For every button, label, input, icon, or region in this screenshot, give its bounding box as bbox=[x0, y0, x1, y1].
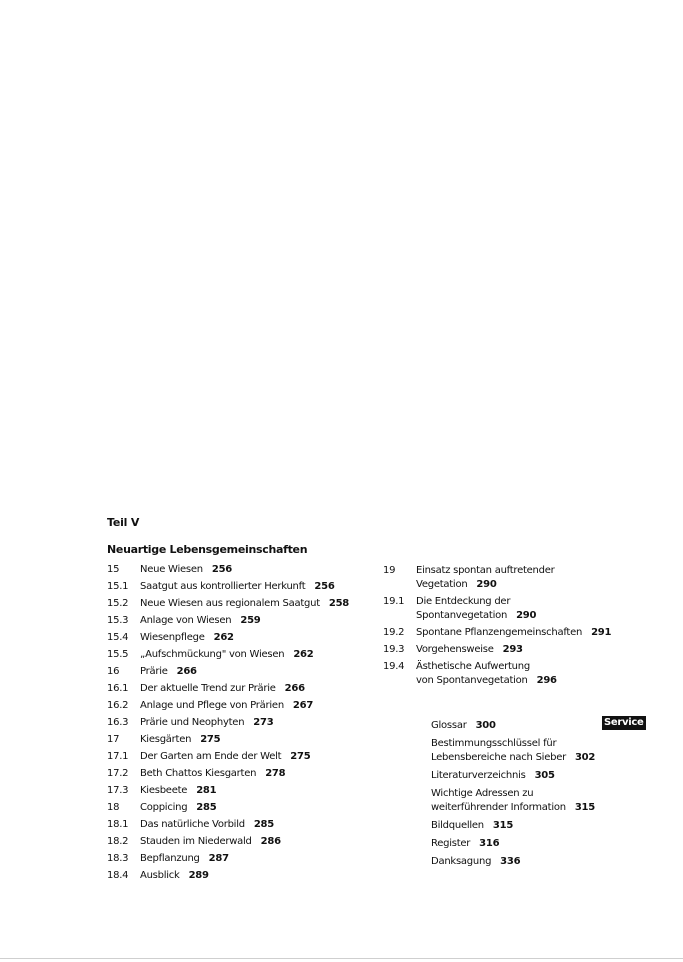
service-entry bbox=[431, 769, 671, 783]
chapter-number: 17.2 bbox=[107, 768, 129, 779]
chapter-number: 18 bbox=[107, 802, 120, 813]
chapter-title: Anlage von Wiesen bbox=[140, 615, 232, 626]
toc-entry bbox=[107, 784, 377, 801]
page-number: 296 bbox=[536, 675, 557, 686]
page-number: 315 bbox=[492, 820, 514, 831]
chapter-number: 19.2 bbox=[383, 627, 405, 638]
chapter-title-line: Einsatz spontan auftretender bbox=[416, 565, 555, 576]
service-title-line: Wichtige Adressen zu bbox=[431, 788, 534, 799]
page-number: 275 bbox=[200, 734, 221, 745]
chapter-title: Der Garten am Ende der Welt bbox=[140, 751, 282, 762]
chapter-title: Wiesenpflege bbox=[140, 632, 205, 643]
page-number: 300 bbox=[475, 720, 496, 731]
service-badge: Service bbox=[602, 716, 646, 730]
chapter-title: Spontane Pflanzengemeinschaften bbox=[416, 627, 583, 638]
page-number: 316 bbox=[479, 838, 500, 849]
toc-entry bbox=[107, 699, 377, 716]
chapter-title: Coppicing bbox=[140, 802, 188, 813]
chapter-title: Neue Wiesen bbox=[140, 564, 203, 575]
service-title: Literaturverzeichnis bbox=[431, 770, 526, 781]
chapter-title: Bepflanzung bbox=[140, 853, 200, 864]
chapter-number: 18.4 bbox=[107, 870, 129, 881]
toc-entry bbox=[383, 595, 663, 623]
page-number: 281 bbox=[196, 785, 217, 796]
page-number: 266 bbox=[284, 683, 305, 694]
chapter-title-line: Die Entdeckung der bbox=[416, 596, 511, 607]
chapter-title: „Aufschmückung" von Wiesen bbox=[140, 649, 285, 660]
toc-entry bbox=[107, 682, 377, 699]
page-number: 285 bbox=[196, 802, 217, 813]
chapter-number: 18.2 bbox=[107, 836, 129, 847]
toc-entry bbox=[107, 733, 377, 750]
chapter-number: 16 bbox=[107, 666, 120, 677]
toc-left-column bbox=[107, 563, 377, 886]
page-number: 262 bbox=[293, 649, 314, 660]
page-number: 256 bbox=[314, 581, 335, 592]
page-number: 291 bbox=[591, 627, 612, 638]
toc-entry bbox=[107, 852, 377, 869]
chapter-number: 19.1 bbox=[383, 596, 405, 607]
bottom-rule bbox=[0, 958, 683, 959]
chapter-title: Neue Wiesen aus regionalem Saatgut bbox=[140, 598, 320, 609]
chapter-number: 17.1 bbox=[107, 751, 129, 762]
page-number: 267 bbox=[292, 700, 314, 711]
service-title-line: Lebensbereiche nach Sieber bbox=[431, 752, 566, 763]
toc-right-column bbox=[383, 564, 663, 691]
service-entry bbox=[431, 837, 671, 851]
chapter-title: Anlage und Pflege von Prärien bbox=[140, 700, 284, 711]
chapter-number: 15.1 bbox=[107, 581, 129, 592]
chapter-title: Kiesbeete bbox=[140, 785, 188, 796]
toc-entry bbox=[107, 631, 377, 648]
chapter-title: Ausblick bbox=[140, 870, 180, 881]
toc-entry bbox=[107, 648, 377, 665]
service-title: Bildquellen bbox=[431, 820, 484, 831]
page-number: 302 bbox=[574, 752, 596, 763]
service-list bbox=[431, 719, 671, 873]
chapter-title: Vorgehensweise bbox=[416, 644, 494, 655]
chapter-number: 17 bbox=[107, 734, 120, 745]
page-number: 262 bbox=[213, 632, 234, 643]
service-entry bbox=[431, 787, 671, 815]
service-title-line: weiterführender Information bbox=[431, 802, 566, 813]
page-number: 259 bbox=[240, 615, 261, 626]
toc-entry bbox=[383, 626, 663, 640]
chapter-number: 15.2 bbox=[107, 598, 129, 609]
toc-entry bbox=[107, 869, 377, 886]
page-number: 256 bbox=[211, 564, 232, 575]
part-label: Teil V bbox=[107, 516, 140, 529]
chapter-number: 18.3 bbox=[107, 853, 129, 864]
chapter-title-line: Spontanvegetation bbox=[416, 610, 508, 621]
chapter-number: 16.3 bbox=[107, 717, 129, 728]
page-number: 258 bbox=[328, 598, 349, 609]
chapter-number: 18.1 bbox=[107, 819, 129, 830]
service-title: Danksagung bbox=[431, 856, 492, 867]
service-entry bbox=[431, 855, 671, 869]
service-title: Glossar bbox=[431, 720, 467, 731]
chapter-title: Kiesgärten bbox=[140, 734, 192, 745]
page-number: 285 bbox=[253, 819, 274, 830]
page-number: 290 bbox=[516, 610, 537, 621]
toc-entry bbox=[107, 597, 377, 614]
service-entry bbox=[431, 719, 671, 733]
part-title: Neuartige Lebensgemeinschaften bbox=[107, 543, 308, 556]
page-number: 266 bbox=[176, 666, 197, 677]
page-number: 290 bbox=[476, 579, 497, 590]
chapter-number: 16.2 bbox=[107, 700, 129, 711]
chapter-title: Beth Chattos Kiesgarten bbox=[140, 768, 257, 779]
page-number: 287 bbox=[208, 853, 229, 864]
chapter-title: Saatgut aus kontrollierter Herkunft bbox=[140, 581, 306, 592]
toc-entry bbox=[107, 750, 377, 767]
chapter-number: 15.4 bbox=[107, 632, 129, 643]
chapter-number: 15 bbox=[107, 564, 120, 575]
chapter-number: 15.5 bbox=[107, 649, 129, 660]
toc-entry bbox=[107, 716, 377, 733]
chapter-number: 19.4 bbox=[383, 661, 405, 672]
chapter-number: 15.3 bbox=[107, 615, 129, 626]
page-number: 278 bbox=[265, 768, 286, 779]
page-number: 315 bbox=[574, 802, 595, 813]
chapter-number: 19.3 bbox=[383, 644, 405, 655]
page-number: 289 bbox=[188, 870, 209, 881]
service-entry bbox=[431, 819, 671, 833]
chapter-number: 19 bbox=[383, 565, 396, 576]
chapter-number: 17.3 bbox=[107, 785, 129, 796]
toc-entry bbox=[107, 835, 377, 852]
toc-entry bbox=[383, 660, 663, 688]
chapter-title-line: Vegetation bbox=[416, 579, 468, 590]
chapter-title: Stauden im Niederwald bbox=[140, 836, 252, 847]
chapter-title: Prärie bbox=[140, 666, 168, 677]
chapter-title-line: von Spontanvegetation bbox=[416, 675, 528, 686]
chapter-title: Der aktuelle Trend zur Prärie bbox=[140, 683, 276, 694]
page-number: 305 bbox=[534, 770, 555, 781]
toc-entry bbox=[107, 665, 377, 682]
page-number: 286 bbox=[260, 836, 281, 847]
service-title: Register bbox=[431, 838, 471, 849]
service-entry bbox=[431, 737, 671, 765]
chapter-title: Das natürliche Vorbild bbox=[140, 819, 245, 830]
chapter-number: 16.1 bbox=[107, 683, 129, 694]
chapter-title: Prärie und Neophyten bbox=[140, 717, 245, 728]
toc-entry bbox=[107, 801, 377, 818]
toc-entry bbox=[107, 614, 377, 631]
page-number: 275 bbox=[290, 751, 311, 762]
page-number: 293 bbox=[502, 644, 523, 655]
chapter-title-line: Ästhetische Aufwertung bbox=[416, 661, 530, 672]
toc-entry bbox=[107, 580, 377, 597]
toc-entry bbox=[383, 643, 663, 657]
service-title-line: Bestimmungsschlüssel für bbox=[431, 738, 557, 749]
toc-entry bbox=[383, 564, 663, 592]
toc-entry bbox=[107, 767, 377, 784]
toc-entry bbox=[107, 818, 377, 835]
page-number: 273 bbox=[253, 717, 274, 728]
toc-entry bbox=[107, 563, 377, 580]
page-number: 336 bbox=[500, 856, 521, 867]
